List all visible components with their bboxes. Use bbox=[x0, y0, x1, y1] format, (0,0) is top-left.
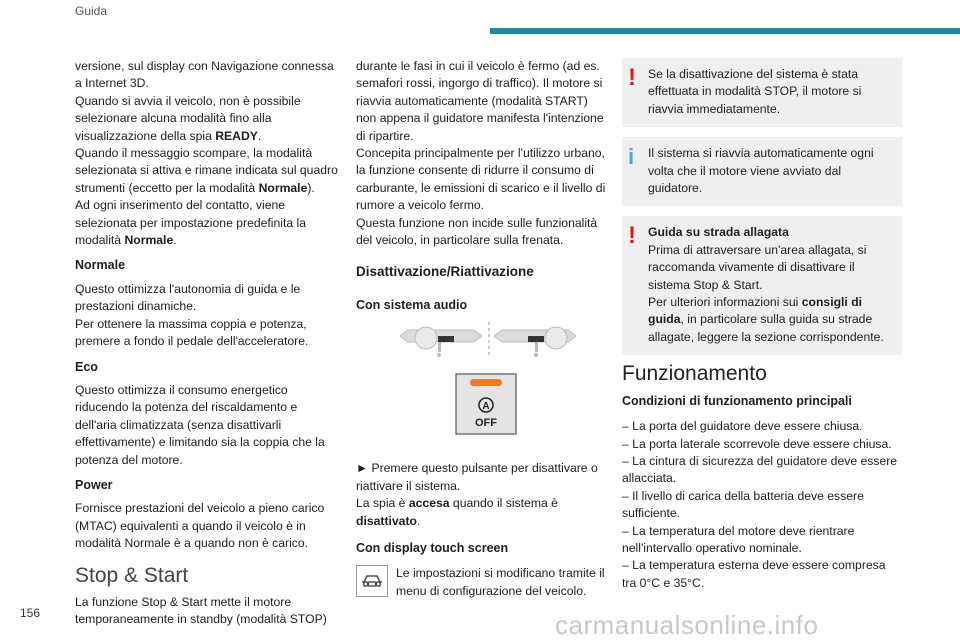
section-title-funzionamento: Funzionamento bbox=[622, 362, 767, 386]
paragraph: Il sistema si riavvia automaticamente ogni volta che il motore viene avviato dal guidatore. bbox=[648, 146, 874, 196]
page-number: 156 bbox=[20, 606, 41, 620]
paragraph: La funzione Stop & Start mette il motore temporaneamente in standby (modalità STOP) bbox=[75, 594, 327, 627]
warning-icon: ! bbox=[628, 64, 636, 91]
step-instruction bbox=[356, 460, 606, 495]
text: Quando si avvia il veicolo, non è possibile selezionare alcuna modalità fino alla visualizzazione della spia bbox=[75, 93, 301, 143]
warning-box-flooded-road bbox=[622, 216, 902, 355]
running-header: Guida bbox=[75, 4, 108, 18]
condition-item: – La cintura di sicurezza del guidatore deve essere allacciata. bbox=[622, 453, 898, 486]
paragraph: Questa funzione non incide sulle funzionalità del veicolo, in particolare sulla frenata. bbox=[356, 215, 598, 248]
column-2 bbox=[356, 58, 606, 600]
paragraph bbox=[75, 197, 340, 249]
paragraph: Per ottenere la massima coppia e potenza, premere a fondo il pedale dell'acceleratore. bbox=[75, 316, 309, 349]
text: . bbox=[416, 513, 421, 528]
ready-label: READY bbox=[215, 128, 258, 143]
text: La spia è bbox=[356, 496, 409, 511]
condition-item: – La porta laterale scorrevole deve essere chiusa. bbox=[622, 436, 892, 451]
stop-start-off-button-icon bbox=[456, 374, 516, 434]
button-off-label: OFF bbox=[475, 417, 497, 430]
mode-label: Normale bbox=[124, 233, 174, 248]
text: quando il sistema è bbox=[449, 496, 558, 511]
text: Premere questo pulsante per disattivare o riattivare il sistema. bbox=[356, 461, 598, 493]
paragraph: Le impostazioni si modificano tramite il menu di configurazione del veicolo. bbox=[396, 566, 605, 598]
heading-conditions: Condizioni di funzionamento principali bbox=[622, 393, 852, 408]
warning-icon: ! bbox=[628, 222, 636, 250]
header-accent-bar bbox=[490, 28, 960, 34]
paragraph: Concepita principalmente per l'utilizzo urbano, la funzione consente di ridurre il consumo di carburante, le emissioni di scarico e il livello di rumore a veicolo fermo. bbox=[356, 146, 606, 213]
condition-item: – La porta del guidatore deve essere chiusa. bbox=[622, 419, 863, 434]
paragraph bbox=[75, 145, 340, 197]
watermark: carmanualsonline.info bbox=[555, 610, 819, 640]
paragraph bbox=[356, 495, 606, 530]
car-settings-icon bbox=[356, 565, 388, 597]
mode-label: Normale bbox=[258, 180, 308, 195]
system-state: disattivato bbox=[356, 513, 417, 528]
paragraph: versione, sul display con Navigazione connessa a Internet 3D. bbox=[75, 59, 334, 91]
section-title-stop-start: Stop & Start bbox=[75, 563, 189, 587]
paragraph: Fornisce prestazioni del veicolo a pieno carico (MTAC) equivalenti a quando il veicolo è in modalità Normale è a quando non è carico. bbox=[75, 501, 325, 551]
paragraph: durante le fasi in cui il veicolo è fermo (ad es. semafori rossi, ingorgo di traffico). Il motore si riavvia automaticamente (modalità START) non appena il guidatore manifesta l'intenzione di ripartire. bbox=[356, 59, 604, 143]
text: ). bbox=[307, 180, 315, 195]
heading-eco: Eco bbox=[75, 359, 98, 374]
condition-item: – La temperatura del motore deve rientrare nell'intervallo operativo nominale. bbox=[622, 523, 855, 555]
box-title bbox=[648, 224, 892, 241]
condition-item: – La temperatura esterna deve essere compresa tra 0°C e 35°C. bbox=[622, 558, 886, 590]
info-icon: i bbox=[628, 144, 635, 170]
paragraph: Questo ottimizza il consumo energetico riducendo la potenza del riscaldamento e dell'aria climatizzata (senza disattivarli effettivamente) e limitando sia la coppia che la potenza del motore. bbox=[75, 382, 325, 467]
paragraph: Prima di attraversare un'area allagata, si raccomanda vivamente di disattivare il sistema Stop & Start. bbox=[648, 242, 867, 292]
paragraph: Se la disattivazione del sistema è stata effettuata in modalità STOP, il motore si riavvia immediatamente. bbox=[648, 67, 862, 116]
column-1 bbox=[75, 58, 340, 629]
heading-power: Power bbox=[75, 477, 113, 492]
paragraph bbox=[75, 93, 340, 145]
paragraph: Questo ottimizza l'autonomia di guida e le prestazioni dinamiche. bbox=[75, 281, 301, 314]
text: consigli di guida bbox=[648, 295, 863, 327]
heading-touch-screen: Con display touch screen bbox=[356, 540, 509, 555]
heading-normale: Normale bbox=[75, 258, 126, 273]
paragraph bbox=[648, 294, 892, 346]
warning-box bbox=[622, 58, 902, 127]
text: Quando il messaggio scompare, la modalità selezionata si attiva e rimane indicata sul quadro strumenti (eccetto per la modalità bbox=[75, 146, 338, 195]
button-letter: A bbox=[482, 401, 490, 413]
dashboard-illustration bbox=[356, 322, 606, 446]
heading-disattivazione: Disattivazione/Riattivazione bbox=[356, 264, 534, 280]
column-3 bbox=[622, 58, 902, 592]
steering-wheel-right-icon bbox=[494, 327, 576, 357]
condition-item: – Il livello di carica della batteria deve essere sufficiente. bbox=[622, 488, 864, 521]
text: . bbox=[173, 233, 177, 248]
text: , in particolare sulla guida su strade allagate, leggere la sezione corrispondente. bbox=[648, 312, 884, 344]
arrow-marker-icon: ► bbox=[356, 461, 369, 476]
text: . bbox=[257, 128, 262, 143]
text: Ad ogni inserimento del contatto, viene selezionata per impostazione predefinita la modalità bbox=[75, 198, 307, 248]
steering-wheel-left-icon bbox=[400, 327, 482, 357]
text: Per ulteriori informazioni sui bbox=[648, 295, 802, 310]
dashboard-svg bbox=[356, 322, 606, 446]
lamp-state: accesa bbox=[408, 496, 450, 511]
touch-screen-note bbox=[356, 565, 606, 600]
text: Guida su strada allagata bbox=[648, 225, 789, 240]
info-box bbox=[622, 137, 902, 206]
heading-audio: Con sistema audio bbox=[356, 297, 468, 312]
